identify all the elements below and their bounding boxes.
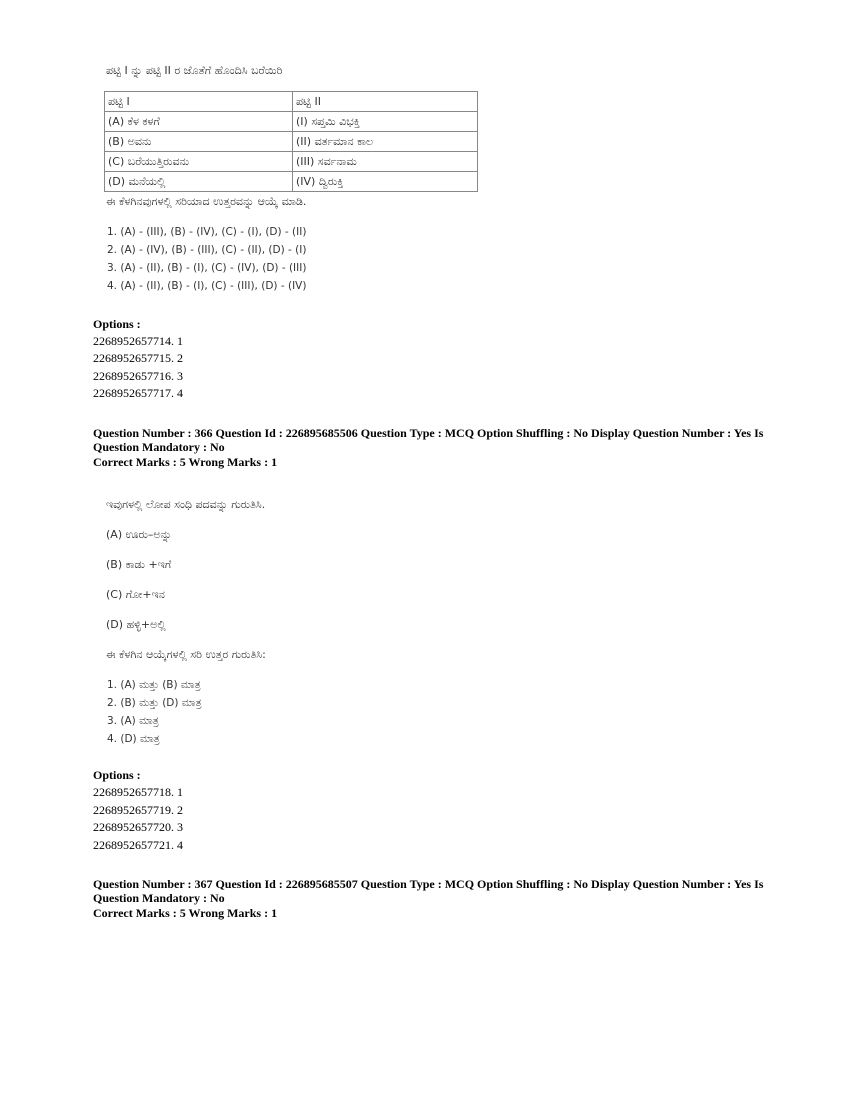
option-id: 2268952657721. 4 — [93, 838, 183, 852]
q366-item: (D) ಹಳ್ಳಿ+ಅಲ್ಲಿ — [106, 618, 166, 631]
option-id: 2268952657719. 2 — [93, 803, 183, 817]
q1-instruction: ಈ ಕೆಳಗಿನವುಗಳಲ್ಲಿ ಸರಿಯಾದ ಉತ್ತರವನ್ನು ಆಯ್ಕೆ ಮಾಡಿ. — [106, 195, 307, 208]
option-id: 2268952657720. 3 — [93, 820, 183, 834]
table-row — [105, 152, 478, 172]
choice-item: 4. (A) - (II), (B) - (I), (C) - (III), (D) - (IV) — [107, 280, 307, 292]
choice-item: 4. (D) ಮಾತ್ರ — [107, 733, 160, 745]
option-id: 2268952657716. 3 — [93, 369, 183, 383]
table-cell: (I) ಸಪ್ತಮಿ ವಿಭಕ್ತಿ — [293, 112, 478, 132]
table-header-list1: ಪಟ್ಟಿ I — [105, 92, 293, 112]
table-row — [105, 172, 478, 192]
q366-meta-line2: Question Mandatory : No — [93, 440, 225, 454]
q367-meta-line3: Correct Marks : 5 Wrong Marks : 1 — [93, 906, 278, 920]
table-row — [105, 132, 478, 152]
q1-options-label: Options : — [93, 317, 141, 331]
q366-instruction: ಈ ಕೆಳಗಿನ ಆಯ್ಕೆಗಳಲ್ಲಿ ಸರಿ ಉತ್ತರ ಗುರುತಿಸಿ: — [106, 648, 266, 661]
q366-item: (A) ಊರು–ಅನ್ನು — [106, 528, 172, 541]
choice-item: 3. (A) ಮಾತ್ರ — [107, 715, 159, 727]
option-id: 2268952657715. 2 — [93, 351, 183, 365]
q367-meta-line1: Question Number : 367 Question Id : 226895685507 Question Type : MCQ Option Shuffling : No Display Question Number : Yes Is — [93, 877, 764, 891]
q366-item: (C) ಗೋ+ಇನ — [106, 588, 165, 601]
table-cell: (III) ಸರ್ವನಾಮ — [293, 152, 478, 172]
table-row — [105, 112, 478, 132]
table-header-row — [105, 92, 478, 112]
q366-options-label: Options : — [93, 768, 141, 782]
choice-item: 2. (B) ಮತ್ತು (D) ಮಾತ್ರ — [107, 697, 202, 709]
match-table — [104, 91, 478, 192]
q366-meta-line1: Question Number : 366 Question Id : 226895685506 Question Type : MCQ Option Shuffling : No Display Question Number : Yes Is — [93, 426, 764, 440]
table-cell: (IV) ದ್ವಿರುಕ್ತಿ — [293, 172, 478, 192]
q1-intro: ಪಟ್ಟಿ I ನ್ನು ಪಟ್ಟಿ II ರ ಜೊತೆಗೆ ಹೊಂದಿಸಿ ಬರೆಯಿರಿ — [106, 64, 283, 77]
option-id: 2268952657718. 1 — [93, 785, 183, 799]
table-cell: (A) ಕೆಳ ಕಳಗೆ — [105, 112, 293, 132]
option-id: 2268952657717. 4 — [93, 386, 183, 400]
table-header-list2: ಪಟ್ಟಿ II — [293, 92, 478, 112]
q366-choices — [107, 676, 202, 748]
table-cell: (II) ವರ್ತಮಾನ ಕಾಲ — [293, 132, 478, 152]
choice-item: 1. (A) - (III), (B) - (IV), (C) - (I), (D) - (II) — [107, 226, 307, 238]
option-id: 2268952657714. 1 — [93, 334, 183, 348]
q367-meta-line2: Question Mandatory : No — [93, 891, 225, 905]
table-cell: (B) ಅವನು — [105, 132, 293, 152]
q366-meta-line3: Correct Marks : 5 Wrong Marks : 1 — [93, 455, 278, 469]
q1-choices — [107, 223, 306, 295]
q366-prompt: ಇವುಗಳಲ್ಲಿ ಲೋಪ ಸಂಧಿ ಪದವನ್ನು ಗುರುತಿಸಿ. — [106, 498, 266, 511]
choice-item: 2. (A) - (IV), (B) - (III), (C) - (II), (D) - (I) — [107, 244, 307, 256]
choice-item: 3. (A) - (II), (B) - (I), (C) - (IV), (D) - (III) — [107, 262, 307, 274]
choice-item: 1. (A) ಮತ್ತು (B) ಮಾತ್ರ — [107, 679, 201, 691]
q366-item: (B) ಕಾಡು +ಇಗೆ — [106, 558, 172, 571]
table-cell: (C) ಬರೆಯುತ್ತಿರುವನು — [105, 152, 293, 172]
table-cell: (D) ಮನೆಯಲ್ಲಿ — [105, 172, 293, 192]
